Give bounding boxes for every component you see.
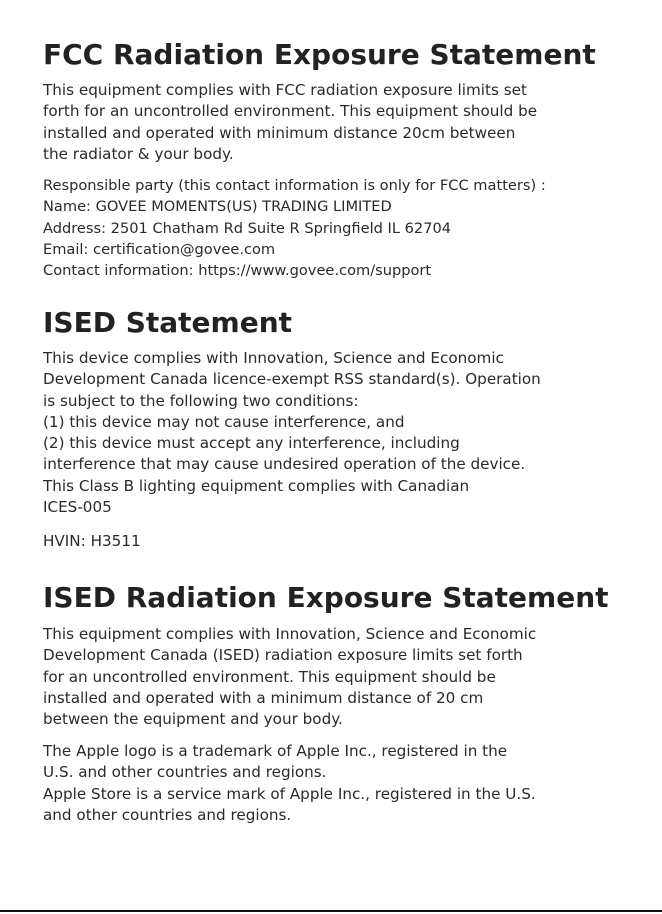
paragraph-line: and other countries and regions. bbox=[43, 805, 292, 824]
paragraph-line: for an uncontrolled environment. This equipment should be bbox=[43, 667, 496, 686]
paragraph-line: The Apple logo is a trademark of Apple Inc., registered in the bbox=[43, 742, 508, 760]
paragraph-line: Development Canada licence-exempt RSS standard(s). Operation bbox=[43, 370, 541, 389]
paragraph-line: ICES-005 bbox=[43, 498, 112, 517]
party-name: Name: GOVEE MOMENTS(US) TRADING LIMITED bbox=[43, 198, 392, 216]
paragraph-line: interference that may cause undesired operation of the device. bbox=[43, 455, 526, 474]
paragraph-line: This equipment complies with FCC radiation exposure limits set bbox=[43, 81, 527, 99]
party-address: Address: 2501 Chatham Rd Suite R Springfield IL 62704 bbox=[43, 219, 452, 237]
ised-section-title: ISED Statement bbox=[43, 306, 293, 339]
paragraph-line: Development Canada (ISED) radiation exposure limits set forth bbox=[43, 646, 523, 665]
paragraph-line: forth for an uncontrolled environment. This equipment should be bbox=[43, 102, 538, 121]
fcc-exposure-paragraph bbox=[43, 80, 643, 165]
paragraph-line: (2) this device must accept any interference, including bbox=[43, 434, 460, 453]
party-contact-url: Contact information: https://www.govee.com/support bbox=[43, 262, 432, 280]
trademark-paragraph bbox=[43, 741, 643, 826]
paragraph-line: This equipment complies with Innovation, Science and Economic bbox=[43, 625, 537, 643]
paragraph-line: is subject to the following two conditions: bbox=[43, 391, 359, 410]
hvin-text: HVIN: H3511 bbox=[43, 532, 141, 550]
ised-exposure-paragraph bbox=[43, 624, 643, 730]
party-email: Email: certification@govee.com bbox=[43, 240, 276, 258]
paragraph-line: This device complies with Innovation, Science and Economic bbox=[43, 349, 504, 367]
fcc-responsible-party bbox=[43, 175, 643, 281]
bottom-divider bbox=[0, 910, 662, 912]
fcc-section-title: FCC Radiation Exposure Statement bbox=[43, 38, 596, 71]
paragraph-line: This Class B lighting equipment complies with Canadian bbox=[43, 476, 470, 495]
paragraph-line: installed and operated with minimum distance 20cm between bbox=[43, 123, 516, 142]
ised-compliance-paragraph bbox=[43, 348, 643, 518]
paragraph-line: Apple Store is a service mark of Apple Inc., registered in the U.S. bbox=[43, 784, 536, 803]
paragraph-line: installed and operated with a minimum distance of 20 cm bbox=[43, 688, 484, 707]
ised-radiation-section-title: ISED Radiation Exposure Statement bbox=[43, 581, 609, 614]
paragraph-line: between the equipment and your body. bbox=[43, 710, 343, 729]
paragraph-line: U.S. and other countries and regions. bbox=[43, 763, 327, 782]
paragraph-line: (1) this device may not cause interference, and bbox=[43, 412, 405, 431]
responsible-party-heading: Responsible party (this contact information is only for FCC matters) : bbox=[43, 177, 546, 194]
paragraph-line: the radiator & your body. bbox=[43, 144, 234, 163]
hvin-line bbox=[43, 531, 643, 552]
